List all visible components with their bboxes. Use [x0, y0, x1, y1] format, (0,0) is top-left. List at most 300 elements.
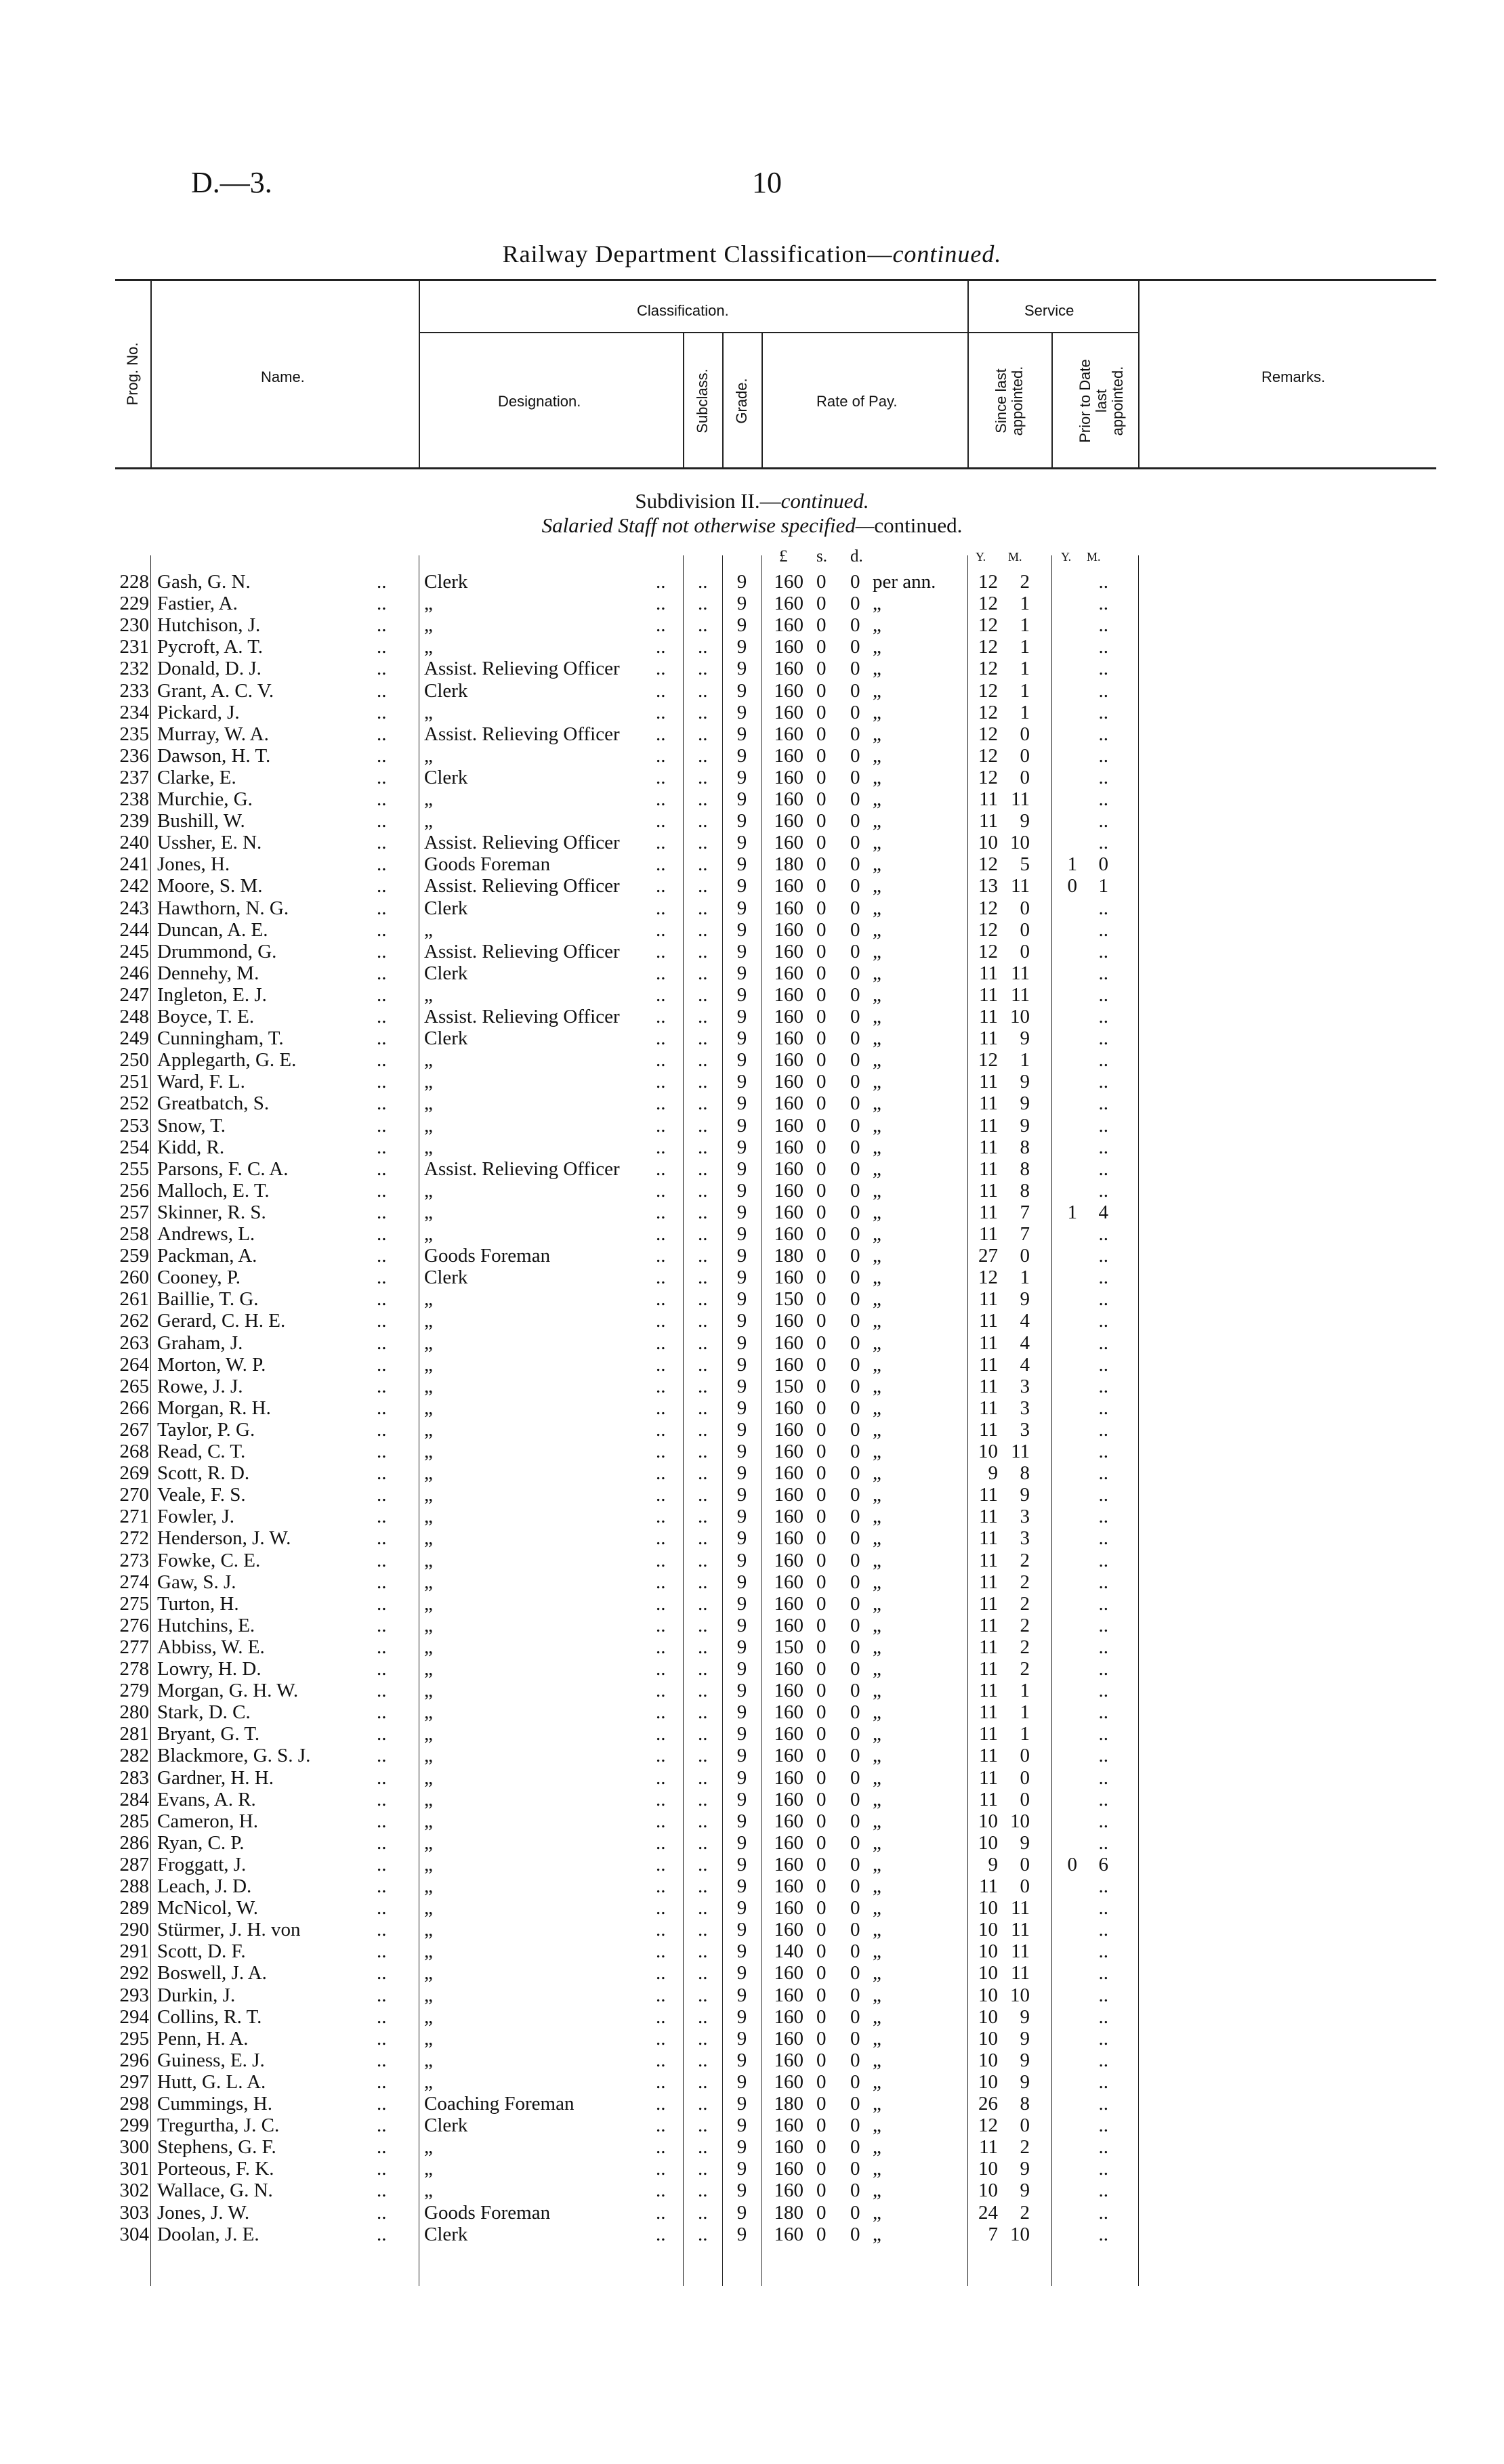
pay-pence-cell: 0	[850, 1745, 860, 1767]
pay-period-cell: „	[873, 940, 881, 962]
prior-months-cell: ..	[1098, 1267, 1108, 1289]
pay-pounds-cell: 160	[774, 1745, 803, 1767]
since-years-cell: 11	[979, 1614, 998, 1636]
designation-cell: Assist. Relieving Officer	[424, 832, 620, 854]
grade-cell: 9	[736, 614, 747, 637]
pay-pence-cell: 0	[850, 788, 860, 810]
table-row	[0, 1484, 1504, 1506]
table-row	[0, 1071, 1504, 1092]
designation-cell: „	[424, 1049, 433, 1071]
pay-pence-cell: 0	[850, 1788, 860, 1810]
grade-cell: 9	[736, 1549, 747, 1571]
prior-months-cell: ..	[1098, 1875, 1108, 1897]
leader-dots: ..	[656, 1310, 666, 1332]
since-months-cell: 9	[1020, 2005, 1030, 2028]
pay-pence-cell: 0	[850, 1636, 860, 1658]
designation-cell: „	[424, 1332, 433, 1354]
designation-cell: Clerk	[424, 1027, 468, 1050]
pay-period-cell: „	[873, 1006, 881, 1027]
leader-dots: ..	[377, 1462, 387, 1485]
designation-cell: „	[424, 1592, 433, 1615]
pay-period-cell: „	[873, 1614, 881, 1636]
subclass-dots: ..	[698, 1506, 708, 1528]
pay-pounds-cell: 160	[774, 1223, 803, 1245]
pay-period-cell: „	[873, 1766, 881, 1789]
designation-cell: „	[424, 1636, 433, 1658]
since-years-cell: 12	[978, 1267, 998, 1289]
pay-pounds-cell: 160	[774, 2115, 803, 2137]
since-years-cell: 11	[979, 1114, 998, 1137]
subclass-dots: ..	[698, 2027, 708, 2049]
document-reference: D.—3.	[191, 166, 272, 199]
since-years-cell: 13	[978, 875, 998, 897]
pay-period-cell: „	[873, 1571, 881, 1593]
leader-dots: ..	[377, 1092, 387, 1115]
header-divider-4	[722, 333, 724, 467]
pay-period-cell: „	[873, 1810, 881, 1832]
name-cell: Andrews, L.	[157, 1223, 255, 1245]
since-years-cell: 12	[978, 701, 998, 723]
leader-dots: ..	[656, 897, 666, 919]
leader-dots: ..	[377, 853, 387, 876]
pay-pounds-cell: 160	[774, 1092, 803, 1115]
table-row	[0, 767, 1504, 788]
name-cell: Gash, G. N.	[157, 571, 251, 593]
leader-dots: ..	[377, 2158, 387, 2180]
prior-months-cell: ..	[1098, 2027, 1108, 2049]
designation-cell: „	[424, 2049, 433, 2071]
leader-dots: ..	[377, 1049, 387, 1071]
leader-dots: ..	[377, 571, 387, 593]
prog-no-cell: 261	[119, 1288, 149, 1311]
subclass-dots: ..	[698, 1745, 708, 1767]
pay-pence-cell: 0	[850, 1179, 860, 1202]
since-months-cell: 11	[1011, 1897, 1030, 1919]
prog-no-cell: 247	[119, 983, 149, 1006]
subclass-dots: ..	[698, 1788, 708, 1810]
prog-no-cell: 282	[119, 1745, 149, 1767]
table-row	[0, 2028, 1504, 2049]
pay-period-cell: „	[873, 2005, 881, 2028]
page-title	[0, 240, 1504, 268]
subdivision-subtitle	[0, 513, 1504, 538]
grade-cell: 9	[736, 940, 747, 962]
subclass-dots: ..	[698, 853, 708, 876]
table-row	[0, 1984, 1504, 2006]
table-row	[0, 1202, 1504, 1223]
leader-dots: ..	[656, 723, 666, 745]
table-row	[0, 1701, 1504, 1723]
pay-shillings-cell: 0	[816, 1506, 827, 1528]
leader-dots: ..	[656, 1810, 666, 1832]
since-years-cell: 10	[978, 1810, 998, 1832]
name-cell: Fastier, A.	[157, 593, 238, 615]
since-years-cell: 10	[978, 2005, 998, 2028]
pay-shillings-cell: 0	[816, 1810, 827, 1832]
pay-period-cell: „	[873, 1071, 881, 1093]
since-years-cell: 11	[979, 1071, 998, 1093]
grade-cell: 9	[736, 1766, 747, 1789]
pay-pounds-cell: 160	[774, 1723, 803, 1745]
pay-period-cell: „	[873, 658, 881, 680]
pay-pounds-cell: 160	[774, 875, 803, 897]
grade-cell: 9	[736, 658, 747, 680]
table-row	[0, 1137, 1504, 1158]
name-cell: Gardner, H. H.	[157, 1766, 274, 1789]
designation-cell: „	[424, 1375, 433, 1397]
grade-cell: 9	[736, 744, 747, 767]
name-cell: Stephens, G. F.	[157, 2136, 276, 2159]
pay-shillings-cell: 0	[816, 940, 827, 962]
leader-dots: ..	[656, 918, 666, 941]
since-months-cell: 9	[1020, 1092, 1030, 1115]
col-classification: Classification.	[637, 302, 729, 319]
pay-pence-cell: 0	[850, 2201, 860, 2224]
prog-no-cell: 262	[119, 1310, 149, 1332]
since-years-cell: 10	[978, 1897, 998, 1919]
grade-cell: 9	[736, 832, 747, 854]
designation-cell: „	[424, 1114, 433, 1137]
since-months-cell: 1	[1020, 593, 1030, 615]
pay-shillings-cell: 0	[816, 1701, 827, 1724]
pay-pounds-cell: 160	[774, 2070, 803, 2093]
since-months-cell: 3	[1020, 1397, 1030, 1419]
leader-dots: ..	[656, 1571, 666, 1593]
leader-dots: ..	[656, 2158, 666, 2180]
pay-period-cell: „	[873, 1592, 881, 1615]
name-cell: Bushill, W.	[157, 810, 245, 832]
pay-pence-cell: 0	[850, 1680, 860, 1702]
table-row	[0, 636, 1504, 658]
designation-cell: „	[424, 2070, 433, 2093]
subclass-dots: ..	[698, 1397, 708, 1419]
name-cell: Snow, T.	[157, 1114, 226, 1137]
since-months-cell: 0	[1020, 2115, 1030, 2137]
grade-cell: 9	[736, 918, 747, 941]
pay-pounds-cell: 160	[774, 1506, 803, 1528]
grade-cell: 9	[736, 1571, 747, 1593]
prior-months-cell: ..	[1098, 1375, 1108, 1397]
pay-shillings-cell: 0	[816, 744, 827, 767]
prior-months-cell: ..	[1098, 2201, 1108, 2224]
grade-cell: 9	[736, 1114, 747, 1137]
service-underline	[969, 332, 1138, 333]
grade-cell: 9	[736, 853, 747, 876]
pay-period-cell: „	[873, 1375, 881, 1397]
prog-no-cell: 296	[119, 2049, 149, 2071]
name-cell: Applegarth, G. E.	[157, 1049, 297, 1071]
pay-period-cell: „	[873, 1223, 881, 1245]
pay-pence-cell: 0	[850, 1310, 860, 1332]
leader-dots: ..	[377, 1940, 387, 1963]
prog-no-cell: 248	[119, 1006, 149, 1027]
grade-cell: 9	[736, 1462, 747, 1485]
prior-months-cell: ..	[1098, 1484, 1108, 1506]
subclass-dots: ..	[698, 636, 708, 658]
prog-no-cell: 303	[119, 2201, 149, 2224]
pay-pounds-cell: 160	[774, 2136, 803, 2159]
pay-period-cell: „	[873, 1267, 881, 1289]
pay-pounds-cell: 160	[774, 1267, 803, 1289]
prog-no-cell: 270	[119, 1484, 149, 1506]
leader-dots: ..	[377, 788, 387, 810]
subclass-dots: ..	[698, 1201, 708, 1223]
leader-dots: ..	[377, 723, 387, 745]
designation-cell: „	[424, 1810, 433, 1832]
pay-pounds-cell: 160	[774, 1788, 803, 1810]
leader-dots: ..	[656, 766, 666, 788]
prior-months-cell: ..	[1098, 1745, 1108, 1767]
pay-pence-cell: 0	[850, 1506, 860, 1528]
pay-pence-cell: 0	[850, 679, 860, 702]
since-years-cell: 11	[979, 1723, 998, 1745]
prior-months-cell: ..	[1098, 1136, 1108, 1158]
prior-months-cell: ..	[1098, 658, 1108, 680]
prior-months-cell: ..	[1098, 701, 1108, 723]
name-cell: Ussher, E. N.	[157, 832, 262, 854]
subdivision-subtitle-main: Salaried Staff not otherwise specified—	[541, 513, 875, 537]
table-row	[0, 1789, 1504, 1810]
pay-period-cell: „	[873, 1788, 881, 1810]
prior-months-cell: ..	[1098, 1831, 1108, 1854]
since-years-cell: 11	[979, 1745, 998, 1767]
name-cell: Boyce, T. E.	[157, 1006, 255, 1027]
name-cell: Dawson, H. T.	[157, 744, 271, 767]
pay-pounds-cell: 160	[774, 1179, 803, 1202]
pay-pence-cell: 0	[850, 1049, 860, 1071]
designation-cell: „	[424, 2005, 433, 2028]
subdivision-title-main: Subdivision II.—	[635, 489, 781, 513]
pay-pounds-cell: 160	[774, 1201, 803, 1223]
leader-dots: ..	[377, 1614, 387, 1636]
prog-no-cell: 283	[119, 1766, 149, 1789]
pay-period-cell: „	[873, 2136, 881, 2159]
grade-cell: 9	[736, 1375, 747, 1397]
unit-years-1: Y.	[976, 550, 986, 564]
prior-months-cell: ..	[1098, 1527, 1108, 1550]
pay-pence-cell: 0	[850, 1375, 860, 1397]
leader-dots: ..	[656, 2049, 666, 2071]
pay-shillings-cell: 0	[816, 832, 827, 854]
leader-dots: ..	[656, 1962, 666, 1984]
since-years-cell: 10	[978, 1940, 998, 1963]
prior-months-cell: ..	[1098, 1680, 1108, 1702]
leader-dots: ..	[656, 1245, 666, 1267]
pay-pence-cell: 0	[850, 1114, 860, 1137]
leader-dots: ..	[377, 744, 387, 767]
grade-cell: 9	[736, 1006, 747, 1027]
name-cell: Donald, D. J.	[157, 658, 262, 680]
pay-pounds-cell: 160	[774, 962, 803, 984]
pay-pounds-cell: 160	[774, 679, 803, 702]
table-row	[0, 1723, 1504, 1745]
pay-shillings-cell: 0	[816, 1680, 827, 1702]
subclass-dots: ..	[698, 1353, 708, 1376]
grade-cell: 9	[736, 2027, 747, 2049]
subclass-dots: ..	[698, 723, 708, 745]
since-months-cell: 0	[1020, 918, 1030, 941]
pay-pence-cell: 0	[850, 658, 860, 680]
pay-shillings-cell: 0	[816, 1614, 827, 1636]
designation-cell: „	[424, 2180, 433, 2202]
pay-pounds-cell: 160	[774, 766, 803, 788]
leader-dots: ..	[656, 1071, 666, 1093]
subclass-dots: ..	[698, 1136, 708, 1158]
pay-pence-cell: 0	[850, 1418, 860, 1441]
pay-shillings-cell: 0	[816, 1136, 827, 1158]
since-years-cell: 11	[979, 1701, 998, 1724]
grade-cell: 9	[736, 1853, 747, 1875]
pay-period-cell: „	[873, 2115, 881, 2137]
subclass-dots: ..	[698, 983, 708, 1006]
table-row	[0, 810, 1504, 832]
pay-shillings-cell: 0	[816, 1267, 827, 1289]
prior-months-cell: ..	[1098, 1397, 1108, 1419]
since-months-cell: 11	[1011, 1919, 1030, 1941]
leader-dots: ..	[377, 766, 387, 788]
name-cell: Murchie, G.	[157, 788, 253, 810]
pay-pence-cell: 0	[850, 2223, 860, 2245]
name-cell: Durkin, J.	[157, 1984, 236, 2006]
pay-pounds-cell: 150	[774, 1636, 803, 1658]
designation-cell: Assist. Relieving Officer	[424, 723, 620, 745]
pay-shillings-cell: 0	[816, 701, 827, 723]
table-row	[0, 1462, 1504, 1484]
leader-dots: ..	[656, 1897, 666, 1919]
name-cell: Drummond, G.	[157, 940, 277, 962]
prog-no-cell: 268	[119, 1441, 149, 1462]
pay-pence-cell: 0	[850, 1571, 860, 1593]
pay-period-cell: „	[873, 2049, 881, 2071]
grade-cell: 9	[736, 1658, 747, 1680]
pay-period-cell: „	[873, 2180, 881, 2202]
prior-months-cell: ..	[1098, 983, 1108, 1006]
table-row	[0, 2158, 1504, 2180]
pay-period-cell: „	[873, 1680, 881, 1702]
leader-dots: ..	[656, 962, 666, 984]
pay-pounds-cell: 160	[774, 918, 803, 941]
pay-period-cell: „	[873, 832, 881, 854]
subclass-dots: ..	[698, 940, 708, 962]
pay-period-cell: „	[873, 1527, 881, 1550]
pay-period-cell: „	[873, 1157, 881, 1180]
table-row	[0, 1419, 1504, 1441]
designation-cell: „	[424, 1571, 433, 1593]
grade-cell: 9	[736, 2070, 747, 2093]
since-years-cell: 11	[979, 1157, 998, 1180]
pay-shillings-cell: 0	[816, 614, 827, 637]
prog-no-cell: 272	[119, 1527, 149, 1550]
since-months-cell: 9	[1020, 1484, 1030, 1506]
page-title-continued: continued.	[892, 240, 1002, 268]
since-years-cell: 11	[979, 1636, 998, 1658]
leader-dots: ..	[656, 744, 666, 767]
pay-period-cell: „	[873, 1179, 881, 1202]
prior-years-cell: 1	[1067, 853, 1077, 876]
unit-shillings: s.	[816, 547, 827, 566]
leader-dots: ..	[377, 983, 387, 1006]
leader-dots: ..	[377, 2180, 387, 2202]
prog-no-cell: 275	[119, 1592, 149, 1615]
leader-dots: ..	[656, 1853, 666, 1875]
table-row	[0, 1245, 1504, 1267]
name-cell: Packman, A.	[157, 1245, 257, 1267]
pay-period-cell: „	[873, 2201, 881, 2224]
designation-cell: „	[424, 1723, 433, 1745]
name-cell: Veale, F. S.	[157, 1484, 246, 1506]
prior-months-cell: ..	[1098, 1984, 1108, 2006]
subclass-dots: ..	[698, 1919, 708, 1941]
name-cell: Morton, W. P.	[157, 1353, 266, 1376]
since-months-cell: 1	[1020, 1701, 1030, 1724]
prog-no-cell: 242	[119, 875, 149, 897]
since-months-cell: 0	[1020, 940, 1030, 962]
leader-dots: ..	[377, 2115, 387, 2137]
pay-pounds-cell: 160	[774, 571, 803, 593]
since-years-cell: 11	[979, 1484, 998, 1506]
pay-shillings-cell: 0	[816, 1245, 827, 1267]
pay-pounds-cell: 160	[774, 832, 803, 854]
subclass-dots: ..	[698, 1984, 708, 2006]
pay-pence-cell: 0	[850, 1984, 860, 2006]
leader-dots: ..	[377, 810, 387, 832]
pay-period-cell: „	[873, 1745, 881, 1767]
pay-period-cell: „	[873, 1897, 881, 1919]
pay-pence-cell: 0	[850, 1223, 860, 1245]
pay-pence-cell: 0	[850, 1940, 860, 1963]
col-rate-of-pay: Rate of Pay.	[816, 393, 898, 410]
since-years-cell: 11	[979, 1788, 998, 1810]
prior-months-cell: ..	[1098, 766, 1108, 788]
name-cell: Henderson, J. W.	[157, 1527, 291, 1550]
designation-cell: „	[424, 1136, 433, 1158]
pay-shillings-cell: 0	[816, 1549, 827, 1571]
prog-no-cell: 286	[119, 1831, 149, 1854]
prog-no-cell: 288	[119, 1875, 149, 1897]
col-grade: Grade.	[733, 378, 750, 424]
name-cell: Dennehy, M.	[157, 962, 259, 984]
pay-pounds-cell: 160	[774, 1418, 803, 1441]
designation-cell: „	[424, 1506, 433, 1528]
pay-pence-cell: 0	[850, 2180, 860, 2202]
pay-pounds-cell: 160	[774, 1614, 803, 1636]
name-cell: McNicol, W.	[157, 1897, 259, 1919]
grade-cell: 9	[736, 2115, 747, 2137]
designation-cell: „	[424, 2027, 433, 2049]
subclass-dots: ..	[698, 1092, 708, 1115]
subclass-dots: ..	[698, 1267, 708, 1289]
leader-dots: ..	[377, 962, 387, 984]
table-row	[0, 2093, 1504, 2115]
table-row	[0, 1854, 1504, 1875]
table-row	[0, 2136, 1504, 2158]
pay-shillings-cell: 0	[816, 1332, 827, 1354]
pay-pence-cell: 0	[850, 744, 860, 767]
pay-period-cell: „	[873, 2093, 881, 2115]
table-row	[0, 1550, 1504, 1571]
subclass-dots: ..	[698, 1766, 708, 1789]
since-months-cell: 4	[1020, 1353, 1030, 1376]
since-years-cell: 10	[978, 1962, 998, 1984]
prior-months-cell: ..	[1098, 1157, 1108, 1180]
pay-shillings-cell: 0	[816, 2223, 827, 2245]
name-cell: Turton, H.	[157, 1592, 239, 1615]
designation-cell: „	[424, 1092, 433, 1115]
prior-months-cell: ..	[1098, 1549, 1108, 1571]
pay-shillings-cell: 0	[816, 1766, 827, 1789]
pay-period-cell: „	[873, 1418, 881, 1441]
grade-cell: 9	[736, 1636, 747, 1658]
